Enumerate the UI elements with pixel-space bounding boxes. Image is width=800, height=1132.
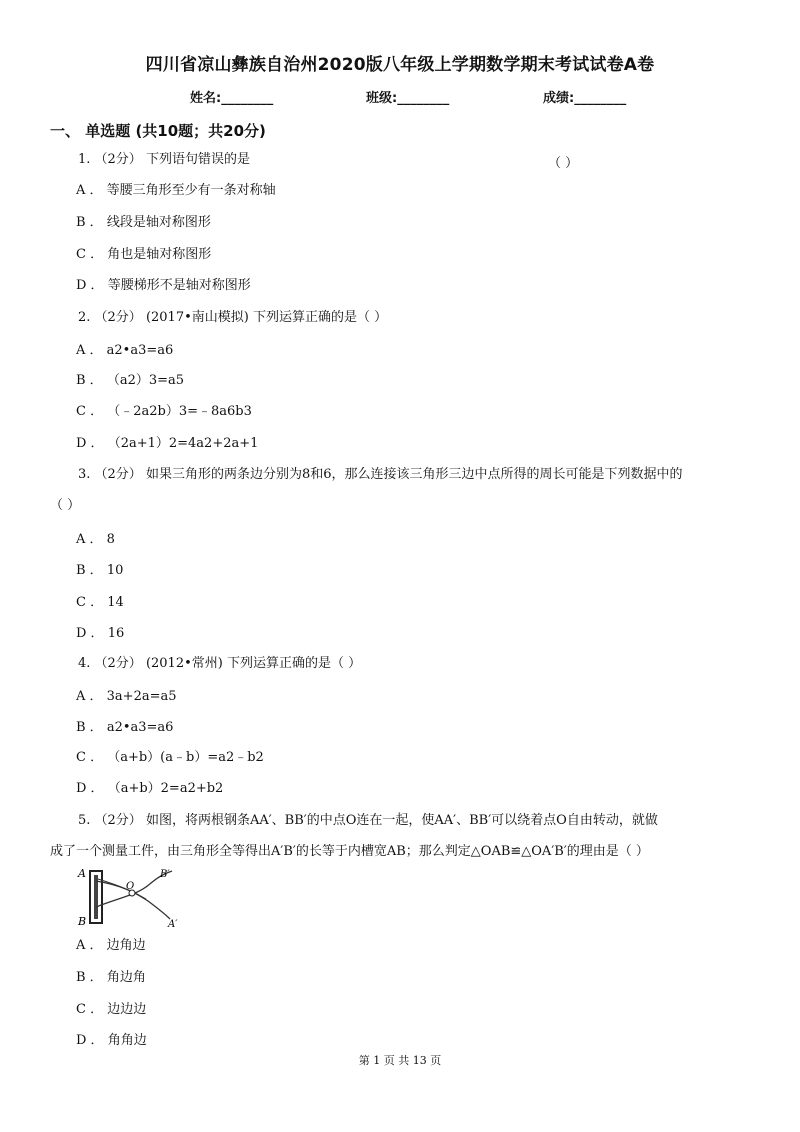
class-field: 班级:________ bbox=[366, 91, 450, 106]
figure-label-o: O bbox=[126, 881, 135, 892]
question-1-option-d: D ． 等腰梯形不是轴对称图形 bbox=[76, 278, 251, 293]
question-3-option-c: C ． 14 bbox=[76, 595, 124, 610]
question-2-option-c: C ． （﹣2a2b）3=﹣8a6b3 bbox=[76, 404, 252, 419]
question-5-stem-continued: 成了一个测量工件，由三角形全等得出A′B′的长等于内槽宽AB；那么判定△OAB≌△OA′B′的理由是（ ） bbox=[50, 844, 649, 859]
question-1-option-a: A ． 等腰三角形至少有一条对称轴 bbox=[76, 183, 276, 198]
question-3-option-d: D ． 16 bbox=[76, 626, 125, 641]
question-3-option-a: A ． 8 bbox=[76, 532, 115, 547]
question-2-option-b: B ． （a2）3=a5 bbox=[76, 373, 185, 388]
figure-label-a: A bbox=[78, 867, 86, 880]
question-4-stem: 4. （2分） (2012•常州) 下列运算正确的是（ ） bbox=[78, 656, 362, 671]
page-title: 四川省凉山彝族自治州2020版八年级上学期数学期末考试试卷A卷 bbox=[145, 55, 655, 75]
question-4-option-d: D ． （a+b）2=a2+b2 bbox=[76, 781, 224, 796]
question-4-option-b: B ． a2•a3=a6 bbox=[76, 720, 174, 735]
question-4-option-a: A ． 3a+2a=a5 bbox=[76, 689, 177, 704]
page-footer: 第 1 页 共 13 页 bbox=[358, 1054, 442, 1067]
question-3-answer-paren: （ ） bbox=[50, 498, 81, 513]
question-4-option-c: C ． （a+b）(a﹣b）=a2﹣b2 bbox=[76, 750, 264, 765]
question-1-stem: 1. （2分） 下列语句错误的是 bbox=[78, 152, 250, 167]
section-heading: 一、 单选题 (共10题；共20分) bbox=[50, 122, 266, 140]
score-field: 成绩:________ bbox=[543, 91, 627, 106]
question-2-option-d: D ． （2a+1）2=4a2+2a+1 bbox=[76, 436, 259, 451]
figure-label-b: B bbox=[78, 915, 87, 928]
question-3-option-b: B ． 10 bbox=[76, 563, 124, 578]
figure-label-b-prime: B′ bbox=[160, 869, 170, 880]
question-5-option-b: B ． 角边角 bbox=[76, 970, 146, 985]
question-5-option-c: C ． 边边边 bbox=[76, 1002, 147, 1017]
question-1-option-b: B ． 线段是轴对称图形 bbox=[76, 215, 211, 230]
question-3-stem: 3. （2分） 如果三角形的两条边分别为8和6，那么连接该三角形三边中点所得的周长可能是下列数据中的 bbox=[78, 467, 683, 482]
question-2-stem: 2. （2分） (2017•南山模拟) 下列运算正确的是（ ） bbox=[78, 310, 388, 325]
question-2-option-a: A ． a2•a3=a6 bbox=[76, 343, 174, 358]
figure-label-a-prime: A′ bbox=[168, 919, 178, 929]
measuring-tool-figure bbox=[76, 867, 186, 929]
name-field: 姓名:________ bbox=[190, 91, 274, 106]
question-1-answer-paren: （ ） bbox=[548, 156, 579, 171]
question-5-option-d: D ． 角角边 bbox=[76, 1033, 147, 1048]
question-5-stem: 5. （2分） 如图，将两根钢条AA′、BB′的中点O连在一起，使AA′、BB′可以绕着点O自由转动，就做 bbox=[78, 813, 658, 828]
question-1-option-c: C ． 角也是轴对称图形 bbox=[76, 247, 212, 262]
question-5-option-a: A ． 边角边 bbox=[76, 938, 146, 953]
